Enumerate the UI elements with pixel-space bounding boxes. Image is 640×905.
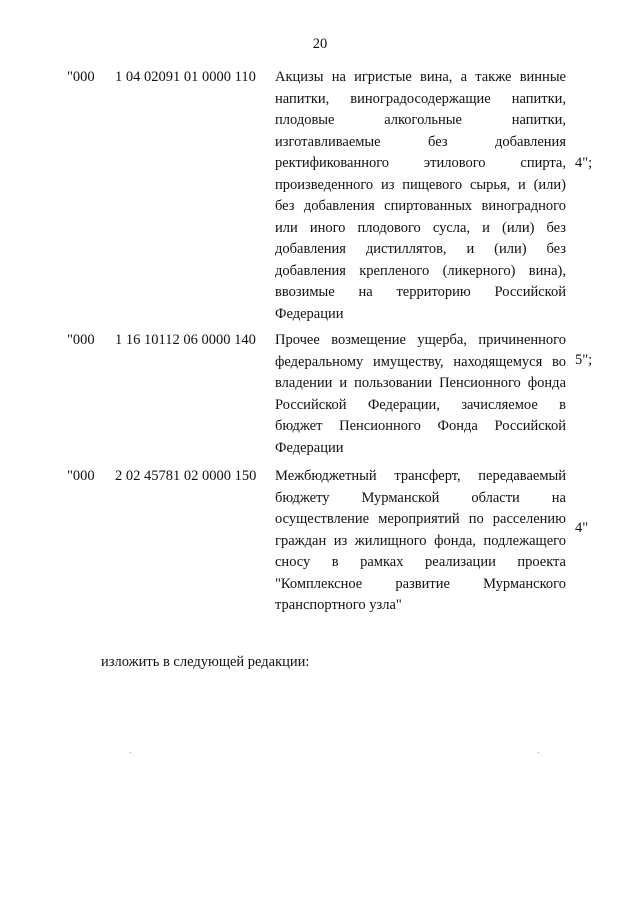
budget-code: 1 16 10112 06 0000 140 [115,332,256,348]
description-line: Федерации [275,439,344,456]
row-sum: 4" [575,520,589,536]
description-line: транспортного узла" [275,597,402,613]
description-line: плодовые алкогольные напитки, [275,112,566,128]
row-description [275,466,566,617]
description-line: Российской Федерации, зачисляемое в [275,396,566,413]
row-description [275,330,566,459]
budget-code: 2 02 45781 02 0000 150 [115,468,257,484]
description-line: или иного плодового сусла, и (или) без [275,219,566,236]
description-line: без добавления спиртованных виноградного [275,198,566,214]
description-line: Межбюджетный трансферт, передаваемый [275,468,566,484]
description-line: владении и пользовании Пенсионного фонда [275,375,566,391]
description-line: Федерации [275,305,344,322]
row-sum: 5"; [575,352,593,368]
description-line: напитки, виноградосодержащие напитки, [275,90,566,107]
description-line: "Комплексное развитие Мурманского [275,575,566,592]
description-line: изготавливаемые без добавления [275,133,566,150]
scan-speck [130,752,131,753]
description-line: Прочее возмещение ущерба, причиненного [275,332,566,348]
description-line: ввозимые на территорию Российской [275,284,566,300]
description-line: бюджет Пенсионного Фонда Российской [275,418,566,434]
description-line: осуществление мероприятий по расселению [275,511,566,527]
description-line: сносу в рамках реализации проекта [275,554,566,570]
admin-code: "000 [67,332,95,348]
description-line: граждан из жилищного фонда, подлежащего [275,532,566,549]
description-line: Акцизы на игристые вина, а также винные [275,69,566,85]
row-description [275,67,566,325]
description-line: ректификованного этилового спирта, [275,155,566,171]
description-line: добавления крепленого (ликерного) вина), [275,262,566,279]
page-number: 20 [312,36,328,52]
description-line: добавления дистиллятов, и (или) без [275,241,566,257]
budget-code: 1 04 02091 01 0000 110 [115,69,256,85]
amendment-instruction: изложить в следующей редакции: [101,654,310,670]
description-line: федеральному имуществу, находящемуся во [275,353,566,370]
scan-speck [538,752,539,753]
admin-code: "000 [67,69,95,85]
description-line: произведенного из пищевого сырья, и (или) [275,176,566,193]
row-sum: 4"; [575,155,593,171]
description-line: бюджету Мурманской области на [275,489,566,506]
admin-code: "000 [67,468,95,484]
